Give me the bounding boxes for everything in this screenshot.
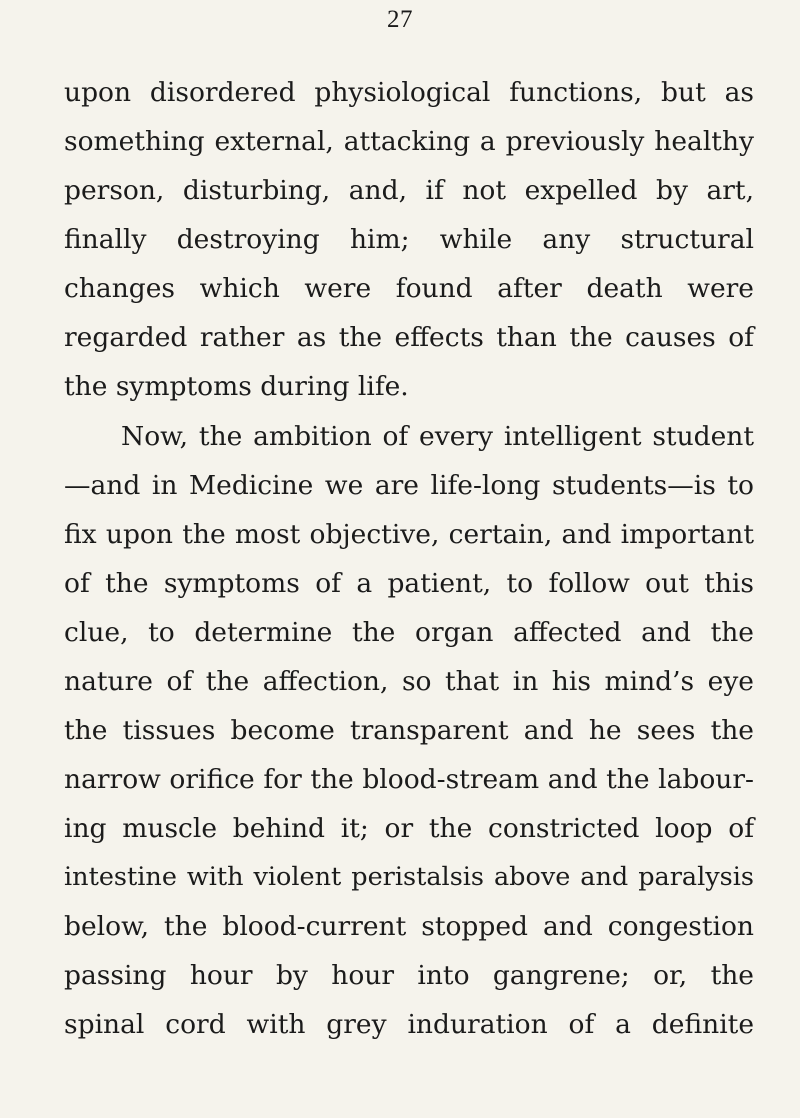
text-line: ing muscle behind it; or the constricted loop of bbox=[64, 813, 754, 844]
text-line: fix upon the most objective, certain, and important bbox=[64, 519, 754, 550]
text-line: intestine with violent peristalsis above and paralysis bbox=[64, 862, 754, 892]
text-line: finally destroying him; while any structural bbox=[64, 224, 754, 255]
text-line: below, the blood-current stopped and congestion bbox=[64, 911, 754, 942]
text-line: of the symptoms of a patient, to follow out this bbox=[64, 568, 754, 599]
text-line: clue, to determine the organ affected and the bbox=[64, 617, 754, 648]
text-line: regarded rather as the effects than the causes of bbox=[64, 322, 754, 353]
text-line: —and in Medicine we are life-long students—is to bbox=[64, 470, 754, 501]
text-line: person, disturbing, and, if not expelled by art, bbox=[64, 175, 754, 206]
text-line: changes which were found after death were bbox=[64, 273, 754, 304]
text-line: something external, attacking a previously healthy bbox=[64, 126, 754, 157]
text-line: narrow orifice for the blood-stream and the labour- bbox=[64, 764, 754, 795]
page-number: 27 bbox=[387, 6, 413, 33]
text-line: nature of the affection, so that in his mind’s eye bbox=[64, 666, 754, 697]
text-line: the symptoms during life. bbox=[64, 371, 409, 402]
text-line: passing hour by hour into gangrene; or, the bbox=[64, 960, 754, 991]
text-line: upon disordered physiological functions, but as bbox=[64, 77, 754, 108]
text-line: Now, the ambition of every intelligent student bbox=[121, 421, 754, 452]
text-line: spinal cord with grey induration of a definite bbox=[64, 1009, 754, 1040]
text-line: the tissues become transparent and he sees the bbox=[64, 715, 754, 746]
